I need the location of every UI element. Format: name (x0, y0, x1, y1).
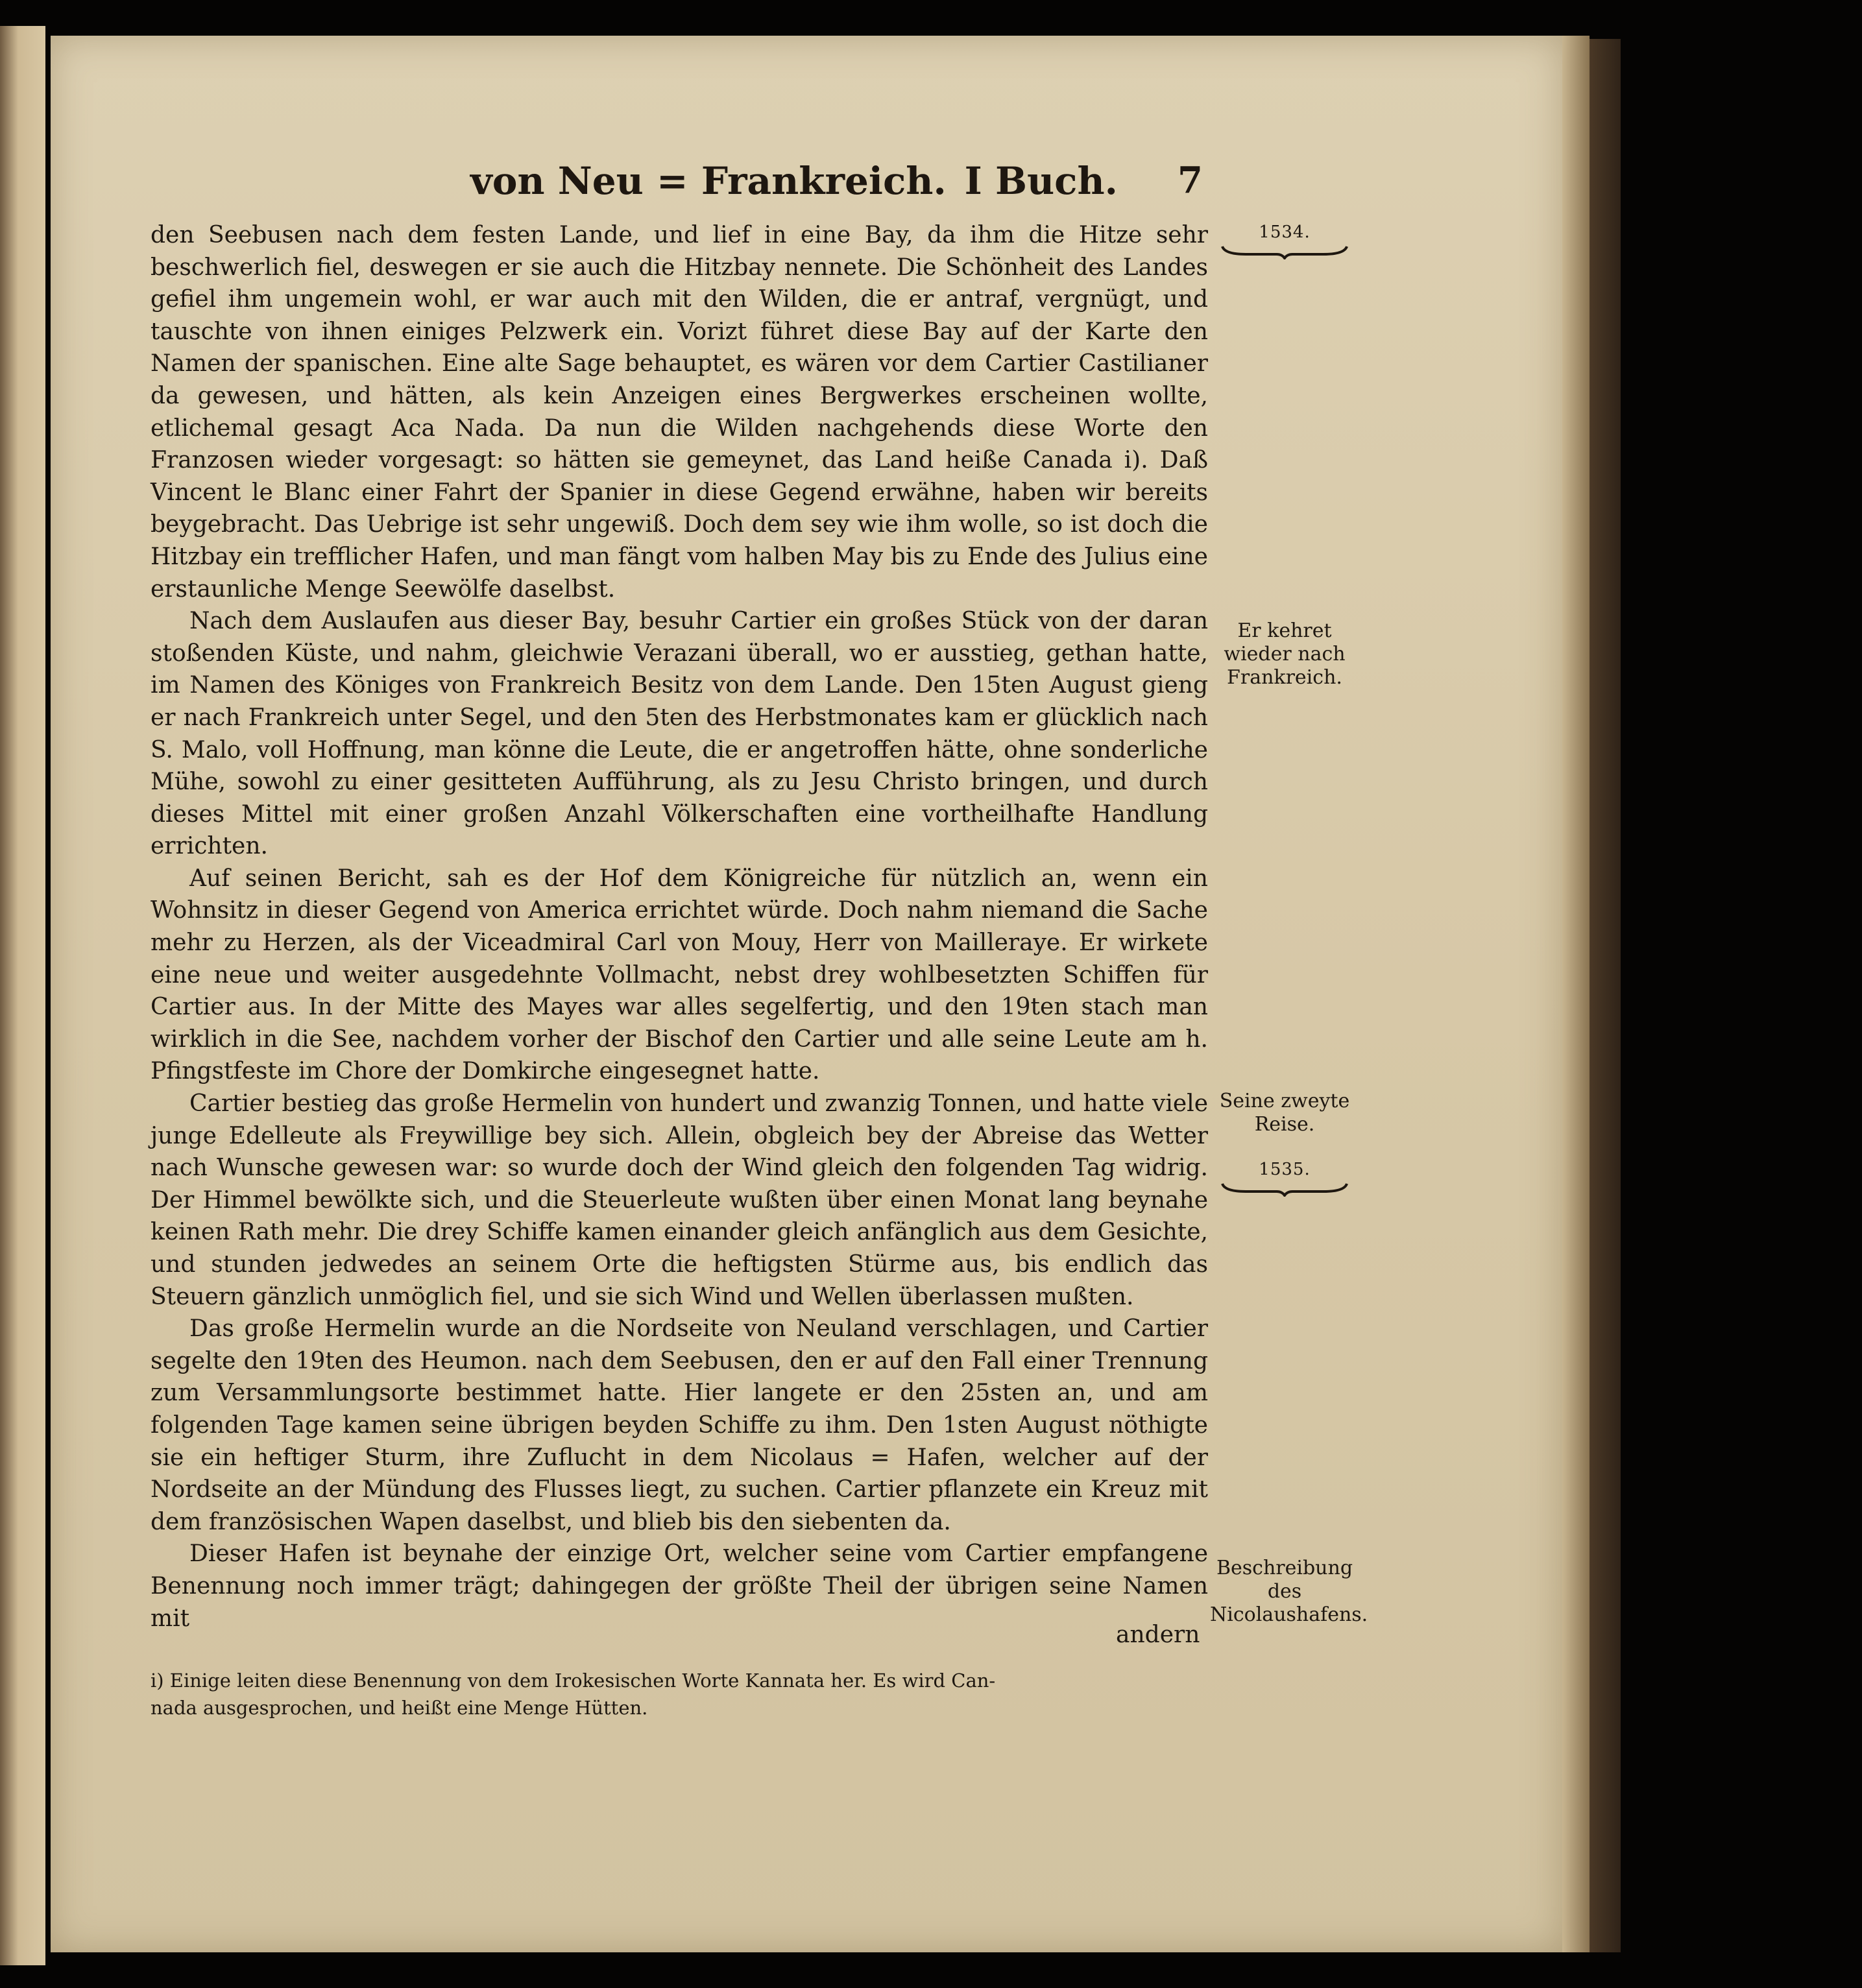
running-title: von Neu = Frankreich. (470, 159, 947, 203)
footnote-line: i) Einige leiten diese Benennung von dem Irokesischen Worte Kannata her. Es wird Can- (151, 1670, 996, 1692)
margin-year-1535 (1210, 1158, 1359, 1197)
footnote-line: nada ausgesprochen, und heißt eine Menge Hütten. (151, 1697, 648, 1719)
paragraph: Auf seinen Bericht, sah es der Hof dem Königreiche für nützlich an, wenn ein Wohnsitz in dieser Gegend von America errichtet würde. Doch nahm niemand die Sache mehr zu Herzen, als der Viceadmiral Carl von Mouy, Herr von Mailleraye. Er wirkete eine neue und weiter ausgedehnte Vollmacht, nebst drey wohlbesetzten Schiffen für Cartier aus. In der Mitte des Mayes war alles segelfertig, und den 19ten stach man wirklich in die See, nachdem vorher der Bischof den Cartier und alle seine Leute am h. Pfingstfeste im Chore der Domkirche eingesegnet hatte. (151, 865, 1208, 1085)
catchword: andern (1116, 1622, 1200, 1648)
main-text (151, 219, 1208, 1635)
brace-ornament (1220, 244, 1349, 259)
facing-page-edge (0, 26, 45, 1965)
paragraph: Dieser Hafen ist beynahe der einzige Ort, welcher seine vom Cartier empfangene Benennung noch immer trägt; dahingegen der größte Theil der übrigen seine Namen mit (151, 1540, 1208, 1632)
margin-year-label: 1534. (1259, 222, 1311, 242)
margin-year-1534 (1210, 221, 1359, 259)
paragraph: Das große Hermelin wurde an die Nordseite von Neuland verschlagen, und Cartier segelte den 19ten des Heumon. nach dem Seebusen, den er auf den Fall einer Trennung zum Versammlungsorte bestimmet hatte. Hier langete er den 25sten an, und am folgenden Tage kamen seine übrigen beyden Schiffe zu ihm. Den 1sten August nöthigte sie ein heftiger Sturm, ihre Zuflucht in dem Nicolaus = Hafen, welcher auf der Nordseite an der Mündung des Flusses liegt, zu suchen. Cartier pflanzete ein Kreuz mit dem französischen Wapen daselbst, und blieb bis den siebenten da. (151, 1315, 1208, 1535)
book-cover-edge (1590, 39, 1621, 1952)
book-number: I Buch. (964, 159, 1118, 203)
page-stack-edge (1562, 36, 1590, 1952)
paragraph: Cartier bestieg das große Hermelin von hundert und zwanzig Tonnen, und hatte viele junge Edelleute als Freywillige bey sich. Allein, obgleich bey der Abreise das Wetter nach Wunsche gewesen war: so wurde doch der Wind gleich den folgenden Tag widrig. Der Himmel bewölkte sich, und die Steuerleute wußten über einen Monat lang beynahe keinen Rath mehr. Die drey Schiffe kamen einander gleich anfänglich aus dem Gesichte, und stunden jedwedes an seinem Orte die heftigsten Stürme aus, bis endlich das Steuern gänzlich unmöglich fiel, und sie sich Wind und Wellen überlassen mußten. (151, 1090, 1208, 1310)
margin-year-label: 1535. (1259, 1160, 1311, 1179)
running-header (470, 159, 1184, 211)
paragraph: den Seebusen nach dem festen Lande, und lief in eine Bay, da ihm die Hitze sehr beschwerlich fiel, deswegen er sie auch die Hitzbay nennete. Die Schönheit des Landes gefiel ihm ungemein wohl, er war auch mit den Wilden, die er antraf, vergnügt, und tauschte von ihnen einiges Pelzwerk ein. Vorizt führet diese Bay auf der Karte den Namen der spanischen. Eine alte Sage behauptet, es wären vor dem Cartier Castilianer da gewesen, und hätten, als kein Anzeigen eines Bergwerkes erscheinen wollte, etlichemal gesagt Aca Nada. Da nun die Wilden nachgehends diese Worte den Franzosen wieder vorgesagt: so hätten sie gemeynet, das Land heiße Canada i). Daß Vincent le Blanc einer Fahrt der Spanier in diese Gegend erwähne, haben wir bereits beygebracht. Das Uebrige ist sehr ungewiß. Doch dem sey wie ihm wolle, so ist doch die Hitzbay ein trefflicher Hafen, und man fängt vom halben May bis zu Ende des Julius eine erstaunliche Menge Seewölfe daselbst. (151, 222, 1208, 603)
page-number: 7 (1178, 159, 1203, 202)
brace-ornament (1220, 1181, 1349, 1197)
margin-note-return: Er kehret wieder nach Frankreich. (1224, 619, 1346, 689)
margin-note-nicolaus-harbour: Beschreibung des Nicolaushafens. (1210, 1557, 1368, 1626)
paragraph: Nach dem Auslaufen aus dieser Bay, besuhr Cartier ein großes Stück von der daran stoßenden Küste, und nahm, gleichwie Verazani überall, wo er ausstieg, gethan hatte, im Namen des Königes von Frankreich Besitz von dem Lande. Den 15ten August gieng er nach Frankreich unter Segel, und den 5ten des Herbstmonates kam er glücklich nach S. Malo, voll Hoffnung, man könne die Leute, die er angetroffen hätte, ohne sonderliche Mühe, sowohl zu einer gesitteten Aufführung, als zu Jesu Christo bringen, und durch dieses Mittel mit einer großen Anzahl Völkerschaften eine vortheilhafte Handlung errichten. (151, 608, 1208, 860)
margin-note-second-voyage: Seine zweyte Reise. (1219, 1090, 1350, 1136)
footnotes (151, 1667, 1208, 1721)
